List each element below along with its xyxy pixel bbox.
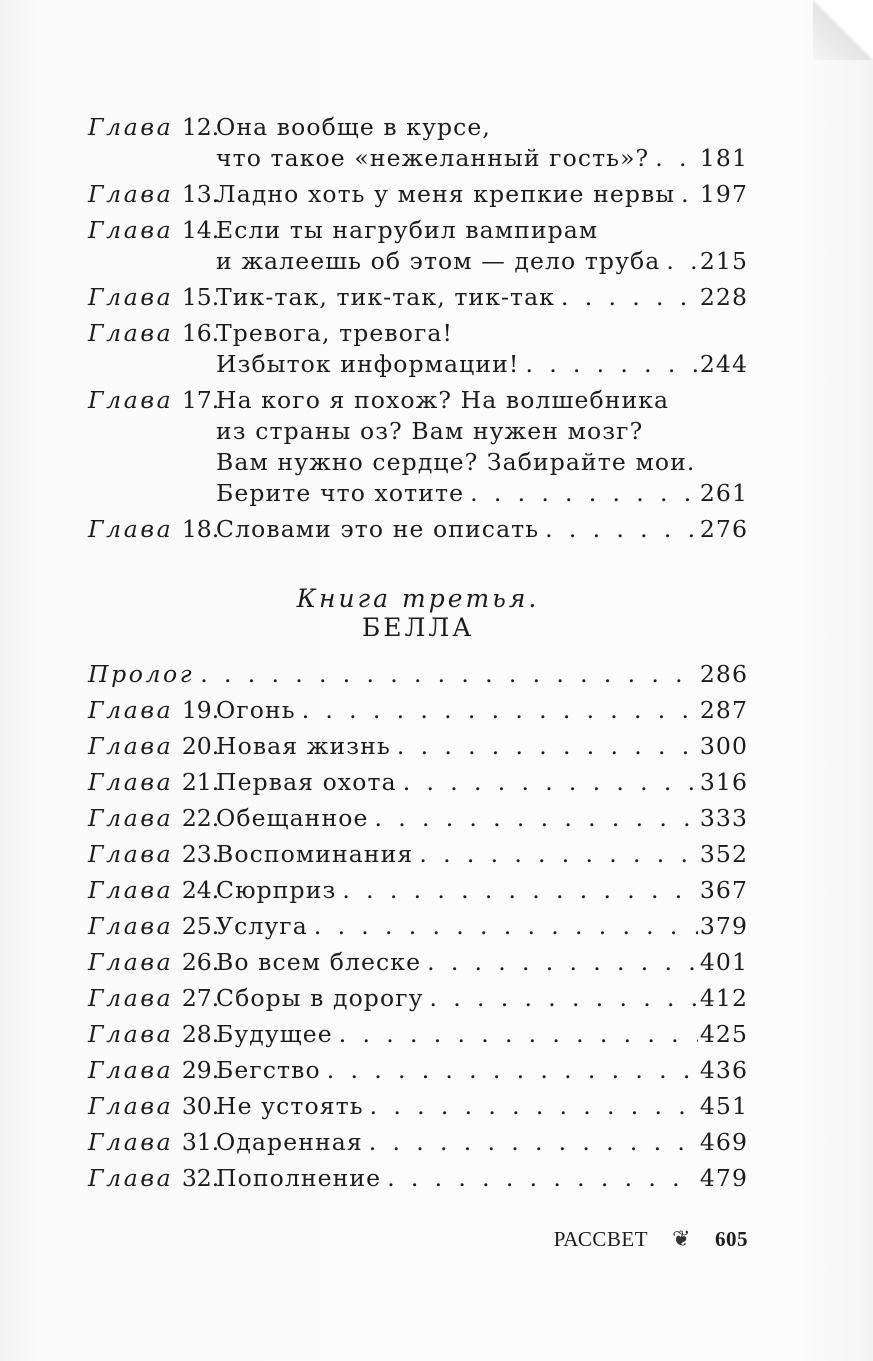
- chapter-title-line: из страны оз? Вам нужен мозг?: [216, 417, 644, 445]
- chapter-page: 436: [699, 1056, 748, 1084]
- chapter-title: Огонь: [216, 696, 296, 724]
- chapter-title: что такое «нежеланный гость»?: [216, 144, 650, 172]
- chapter-title: Услуга: [216, 912, 308, 940]
- chapter-word: Глава: [88, 180, 174, 208]
- chapter-word: Глава: [88, 732, 174, 760]
- toc-entry: [88, 1091, 748, 1122]
- toc-entry: [88, 282, 748, 313]
- chapter-label: [88, 215, 220, 277]
- toc-entry: [88, 514, 748, 545]
- toc-entry: [88, 215, 748, 277]
- leader-dots: [374, 803, 697, 834]
- chapter-label: [88, 282, 220, 313]
- chapter-word: Глава: [88, 1020, 174, 1048]
- chapter-page: 451: [699, 1092, 748, 1120]
- chapter-title: и жалеешь об этом — дело труба: [216, 247, 661, 275]
- chapter-page: 367: [699, 876, 748, 904]
- leader-dots: [397, 731, 698, 762]
- toc-entry: [88, 839, 748, 870]
- toc-entry: [88, 1163, 748, 1194]
- leader-dots: [339, 1019, 698, 1050]
- chapter-title: Ладно хоть у меня крепкие нервы: [216, 180, 676, 208]
- leader-dots: [430, 983, 698, 1014]
- chapter-number: 19.: [181, 696, 220, 724]
- leader-dots: [470, 478, 698, 509]
- chapter-number: 22.: [181, 804, 220, 832]
- chapter-number: 13.: [181, 180, 220, 208]
- chapter-label: [88, 112, 220, 174]
- chapter-page: 479: [699, 1164, 748, 1192]
- leader-dots: [419, 839, 697, 870]
- leader-dots: [327, 1055, 698, 1086]
- chapter-label: [88, 983, 220, 1014]
- chapter-page: 469: [699, 1128, 748, 1156]
- fleuron-icon: ❦: [672, 1226, 691, 1251]
- chapter-title: Одаренная: [216, 1128, 363, 1156]
- chapter-label: [88, 179, 220, 210]
- table-of-contents: [88, 112, 748, 1199]
- leader-dots: [561, 282, 698, 313]
- chapter-title-line: Тревога, тревога!: [216, 319, 454, 347]
- chapter-word: Глава: [88, 1128, 174, 1156]
- chapter-title: Бегство: [216, 1056, 321, 1084]
- running-footer: [88, 1226, 748, 1252]
- chapter-title: Пополнение: [216, 1164, 382, 1192]
- chapter-word: Глава: [88, 948, 174, 976]
- chapter-page: 197: [699, 180, 748, 208]
- leader-dots: [314, 911, 698, 942]
- chapter-title: Воспоминания: [216, 840, 414, 868]
- leader-dots: [302, 695, 698, 726]
- chapter-title-line: Если ты нагрубил вампирам: [216, 216, 599, 244]
- toc-entry: [88, 947, 748, 978]
- chapter-number: 21.: [181, 768, 220, 796]
- chapter-label: [88, 318, 220, 380]
- chapter-page: 401: [699, 948, 748, 976]
- chapter-label: [88, 875, 220, 906]
- chapter-number: 31.: [181, 1128, 220, 1156]
- chapter-number: 12.: [181, 113, 220, 141]
- chapter-word: Глава: [88, 386, 174, 414]
- chapter-word: Глава: [88, 113, 174, 141]
- toc-list-book-three: [88, 695, 748, 1194]
- chapter-title: Словами это не описать: [216, 515, 540, 543]
- chapter-label: [88, 731, 220, 762]
- chapter-title: Новая жизнь: [216, 732, 391, 760]
- leader-dots: [342, 875, 697, 906]
- chapter-page: 316: [699, 768, 748, 796]
- chapter-title-line: На кого я похож? На волшебника: [216, 386, 670, 414]
- chapter-label: [88, 767, 220, 798]
- toc-entry: [88, 1127, 748, 1158]
- leader-dots: [681, 179, 698, 210]
- chapter-label: [88, 695, 220, 726]
- leader-dots: [525, 349, 697, 380]
- footer-page-number: 605: [715, 1226, 748, 1251]
- chapter-number: 29.: [181, 1056, 220, 1084]
- chapter-word: Глава: [88, 216, 174, 244]
- leader-dots: [666, 246, 697, 277]
- toc-list-book-two-end: [88, 112, 748, 545]
- toc-entry: [88, 803, 748, 834]
- toc-entry: [88, 385, 748, 509]
- chapter-title: Сборы в дорогу: [216, 984, 424, 1012]
- chapter-word: Глава: [88, 515, 174, 543]
- leader-dots: [200, 659, 698, 690]
- chapter-page: 333: [699, 804, 748, 832]
- chapter-title: Будущее: [216, 1020, 333, 1048]
- chapter-title: Берите что хотите: [216, 479, 465, 507]
- chapter-label: [88, 385, 220, 509]
- chapter-page: 300: [699, 732, 748, 760]
- leader-dots: [403, 767, 698, 798]
- toc-entry: [88, 112, 748, 174]
- toc-entry: [88, 1019, 748, 1050]
- chapter-page: 181: [699, 144, 748, 172]
- chapter-word: Глава: [88, 912, 174, 940]
- chapter-number: 17.: [181, 386, 220, 414]
- chapter-label: [88, 1127, 220, 1158]
- chapter-page: 287: [699, 696, 748, 724]
- chapter-word: Глава: [88, 804, 174, 832]
- toc-entry: [88, 1055, 748, 1086]
- toc-entry: [88, 179, 748, 210]
- footer-book-title: РАССВЕТ: [553, 1226, 649, 1251]
- toc-entry: [88, 983, 748, 1014]
- chapter-number: 25.: [181, 912, 220, 940]
- chapter-title: Избыток информации!: [216, 350, 520, 378]
- chapter-label: [88, 1163, 220, 1194]
- chapter-title: Во всем блеске: [216, 948, 422, 976]
- chapter-label: [88, 1091, 220, 1122]
- chapter-word: Глава: [88, 1056, 174, 1084]
- chapter-page: 244: [699, 350, 748, 378]
- chapter-page: 215: [699, 247, 748, 275]
- chapter-title: Обещанное: [216, 804, 369, 832]
- chapter-number: 16.: [181, 319, 220, 347]
- chapter-page: 425: [699, 1020, 748, 1048]
- book-subtitle: Книга третья.: [296, 584, 540, 613]
- prologue-page: 286: [699, 660, 748, 688]
- chapter-number: 32.: [181, 1164, 220, 1192]
- leader-dots: [427, 947, 698, 978]
- chapter-number: 23.: [181, 840, 220, 868]
- chapter-word: Глава: [88, 696, 174, 724]
- toc-entry-prologue: [88, 659, 748, 690]
- chapter-word: Глава: [88, 283, 174, 311]
- chapter-title: Сюрприз: [216, 876, 337, 904]
- leader-dots: [545, 514, 698, 545]
- chapter-page: 412: [699, 984, 748, 1012]
- chapter-title-line: Она вообще в курсе,: [216, 113, 492, 141]
- chapter-label: [88, 947, 220, 978]
- chapter-label: [88, 1055, 220, 1086]
- chapter-word: Глава: [88, 319, 174, 347]
- toc-entry: [88, 318, 748, 380]
- leader-dots: [655, 143, 698, 174]
- chapter-page: 276: [699, 515, 748, 543]
- chapter-number: 18.: [181, 515, 220, 543]
- toc-entry: [88, 731, 748, 762]
- chapter-page: 352: [699, 840, 748, 868]
- chapter-number: 27.: [181, 984, 220, 1012]
- chapter-label: [88, 839, 220, 870]
- chapter-label: [88, 1019, 220, 1050]
- leader-dots: [370, 1091, 698, 1122]
- chapter-number: 14.: [181, 216, 220, 244]
- prologue-title: Пролог: [88, 660, 195, 688]
- chapter-title-line: Вам нужно сердце? Забирайте мои.: [216, 448, 696, 476]
- toc-entry: [88, 695, 748, 726]
- chapter-number: 28.: [181, 1020, 220, 1048]
- chapter-label: [88, 911, 220, 942]
- chapter-word: Глава: [88, 1164, 174, 1192]
- chapter-page: 261: [699, 479, 748, 507]
- chapter-label: [88, 803, 220, 834]
- chapter-title: Первая охота: [216, 768, 397, 796]
- chapter-number: 26.: [181, 948, 220, 976]
- chapter-word: Глава: [88, 768, 174, 796]
- page-curl: [813, 0, 873, 60]
- chapter-number: 24.: [181, 876, 220, 904]
- chapter-number: 15.: [181, 283, 220, 311]
- chapter-page: 379: [699, 912, 748, 940]
- toc-entry: [88, 875, 748, 906]
- chapter-page: 228: [699, 283, 748, 311]
- chapter-title: Не устоять: [216, 1092, 364, 1120]
- leader-dots: [387, 1163, 698, 1194]
- leader-dots: [369, 1127, 698, 1158]
- chapter-number: 20.: [181, 732, 220, 760]
- chapter-word: Глава: [88, 1092, 174, 1120]
- chapter-title: Тик-так, тик-так, тик-так: [216, 283, 556, 311]
- book-name: БЕЛЛА: [361, 613, 475, 642]
- book-heading: [88, 585, 748, 643]
- chapter-word: Глава: [88, 840, 174, 868]
- chapter-word: Глава: [88, 876, 174, 904]
- toc-entry: [88, 767, 748, 798]
- chapter-number: 30.: [181, 1092, 220, 1120]
- chapter-label: [88, 514, 220, 545]
- chapter-word: Глава: [88, 984, 174, 1012]
- toc-entry: [88, 911, 748, 942]
